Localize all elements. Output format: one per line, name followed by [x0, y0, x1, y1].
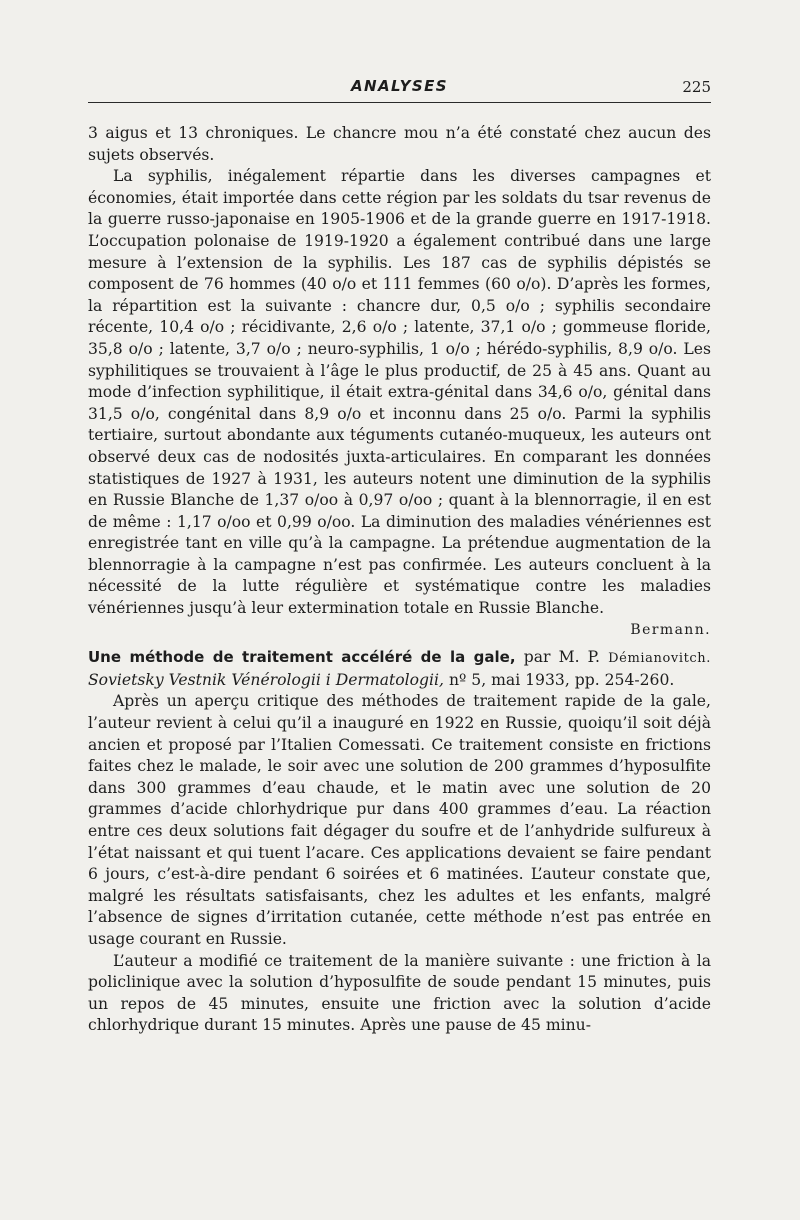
- paragraph: 3 aigus et 13 chroniques. Le chancre mou n’a été constaté chez aucun des sujets observés.: [88, 124, 711, 164]
- paragraph: La syphilis, inégalement répartie dans les diverses campagnes et économies, était importée dans cette région par les soldats du tsar revenus de la guerre russo-japonaise en 1905-1906 et de la grande guerre en 1917-1918. L’occupation polonaise de 1919-1920 a également contribué dans une large mesure à l’extension de la syphilis. Les 187 cas de syphilis dépistés se composent de 76 hommes (40 o/o et 111 femmes (60 o/o). D’après les formes, la répartition est la suivante : chancre dur, 0,5 o/o ; syphilis secondaire récente, 10,4 o/o ; récidivante, 2,6 o/o ; latente, 37,1 o/o ; gommeuse floride, 35,8 o/o ; latente, 3,7 o/o ; neuro-syphilis, 1 o/o ; hérédo-syphilis, 8,9 o/o. Les syphilitiques se trouvaient à l’âge le plus productif, de 25 à 45 ans. Quant au mode d’infection syphilitique, il était extra-génital dans 34,6 o/o, génital dans 31,5 o/o, congénital dans 8,9 o/o et inconnu dans 25 o/o. Parmi la syphilis tertiaire, surtout abondante aux téguments cutanéo-muqueux, les auteurs ont observé deux cas de nodosités juxta-articulaires. En comparant les données statistiques de 1927 à 1931, les auteurs notent une diminution de la syphilis en Russie Blanche de 1,37 o/oo à 0,97 o/oo ; quant à la blennorragie, il en est de même : 1,17 o/oo et 0,99 o/oo. La diminution des maladies vénériennes est enregistrée tant en ville qu’à la campagne. La prétendue augmentation de la blennorragie à la campagne n’est pas confirmée. Les auteurs concluent à la nécessité de la lutte régulière et systématique contre les maladies vénériennes jusqu’à leur extermination totale en Russie Blanche.: [88, 167, 711, 618]
- article-title: Une méthode de traitement accéléré de la gale,: [88, 648, 516, 667]
- running-header: [88, 76, 711, 103]
- paragraph: L’auteur a modifié ce traitement de la manière suivante : une friction à la policlinique avec la solution d’hyposulfite de soude pendant 15 minutes, puis un repos de 45 minutes, ensuite une friction avec la solution d’acide chlorhydrique durant 15 minutes. Après une pause de 45 minu-: [88, 951, 711, 1035]
- journal-name: Sovietsky Vestnik Vénérologii i Dermatologii,: [88, 670, 444, 689]
- page-number: 225: [682, 78, 711, 96]
- running-head-title: ANALYSES: [351, 77, 448, 95]
- article-by: par M. P.: [523, 648, 600, 667]
- journal-citation: nº 5, mai 1933, pp. 254-260.: [448, 670, 675, 689]
- page-content: [88, 123, 711, 1037]
- article-heading: [88, 647, 711, 691]
- page: [88, 76, 711, 1037]
- reviewer-signature: Bermann.: [630, 621, 711, 638]
- paragraph: Après un aperçu critique des méthodes de traitement rapide de la gale, l’auteur revient à celui qu’il a inauguré en 1922 en Russie, quoiqu’il soit déjà ancien et proposé par l’Italien Comessati. Ce traitement consiste en frictions faites chez le malade, le soir avec une solution de 200 grammes d’hyposulfite dans 300 grammes d’eau chaude, et le matin avec une solution de 20 grammes d’acide chlorhydrique pur dans 400 grammes d’eau. La réaction entre ces deux solutions fait dégager du soufre et de l’anhydride sulfureux à l’état naissant et qui tuent l’acare. Ces applications devaient se faire pendant 6 jours, c’est-à-dire pendant 6 soirées et 6 matinées. L’auteur constate que, malgré les résultats satisfaisants, chez les adultes et les enfants, malgré l’absence de signes d’irritation cutanée, cette méthode n’est pas entrée en usage courant en Russie.: [88, 692, 711, 948]
- article-author: Démianovitch.: [608, 651, 711, 667]
